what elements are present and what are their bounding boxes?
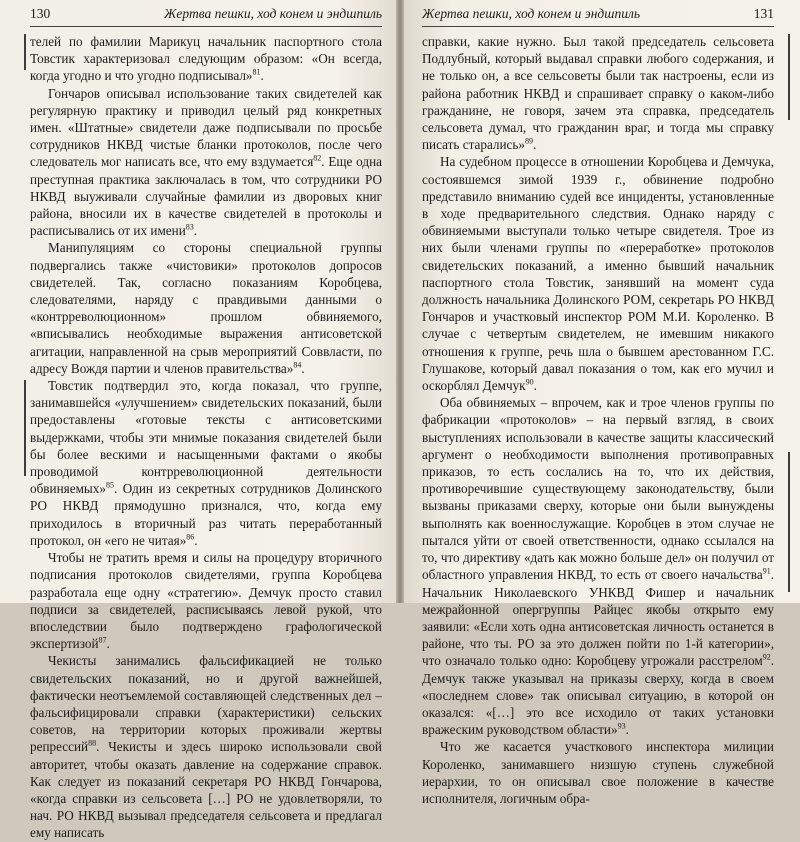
left-page-number: 130 — [30, 6, 51, 21]
book-gutter — [396, 0, 404, 603]
footnote-ref: 86 — [186, 532, 195, 542]
footnote-ref: 88 — [88, 738, 97, 748]
right-page-body — [422, 33, 774, 807]
footnote-ref: 82 — [313, 154, 322, 164]
footnote-ref: 90 — [525, 377, 534, 387]
footnote-ref: 89 — [525, 136, 534, 146]
footnote-ref: 85 — [105, 480, 114, 490]
footnote-ref: 84 — [293, 360, 302, 370]
left-running-header — [30, 6, 382, 27]
margin-mark — [24, 34, 26, 70]
right-running-header — [422, 6, 774, 27]
left-paragraph-1: телей по фамилии Марикуц начальник паспортного стола Товстик характеризовал следующим образом: «Он всегда, когда угодно и что угодно подписывал»$^{81}$. — [30, 34, 382, 84]
left-running-title: Жертва пешки, ход конем и эндшпиль — [164, 6, 382, 21]
right-paragraph-3: Оба обвиняемых – впрочем, как и трое членов группы по фабрикации «протоколов» – на первый взгляд, в своих выступлениях использовали в качестве защиты классический аргумент о необходимости выполнения противоправных приказов, то есть сослались на то, что их действия, противоречившие существующему законодательству, были вызваны приказами сверху, которые они были вынуждены выполнять как военнослужащие. Коробцев в этом случае не пытался уйти от своей ответственности, однако ссылался на то, что директиву «дать как можно больше дел» он получил от областного управления НКВД, то есть от своего начальства$^{91}$. Начальник Николаевского УНКВД Фишер и начальник межрайонной опергруппы Райцес якобы открыто ему заявили: «Если хоть одна антисоветская личность останется в районе, что ты. РО за это должен пойти по 1-й категории», что означало только одно: Коробцеву угрожали расстрелом$^{92}$. Демчук также указывал на приказы сверху, когда в своем «последнем слове» так описывал ситуацию, в которой он оказался: «[…] это все исходило от таких установки вражеским руководством области»$^{93}$. — [422, 395, 774, 738]
left-paragraph-4: Товстик подтвердил это, когда показал, что группе, занимавшейся «улучшением» свидетельских показаний, были предоставлены «готовые тексты с антисоветскими выдержками, чтобы эти мнимые показания свидетелей были бы более вескими и насыщенными фактами о якобы проводимой контрреволюционной деятельности обвиняемых»$^{85}$. Один из секретных сотрудников Долинского РО НКВД прямодушно признался, что, когда ему приходилось в вторичный раз читать переработанный протокол, он «его не читая»$^{86}$. — [30, 378, 382, 548]
right-page-number: 131 — [753, 6, 774, 21]
right-running-title: Жертва пешки, ход конем и эндшпиль — [422, 6, 640, 21]
footnote-ref: 93 — [617, 721, 626, 731]
footnote-ref: 92 — [762, 652, 771, 662]
left-paragraph-6: Чекисты занимались фальсификацией не только свидетельских показаний, но и другой важнейшей, фактически неотъемлемой составляющей следственных дел – фальсифицировали справки (характеристики) сельских советов, на территории которых проживали жертвы репрессий$^{88}$. Чекисты и здесь широко использовали свой авторитет, чтобы оказать давление на содержание справок. Как следует из показаний секретаря РО НКВД Гончарова, «когда справки из сельсовета […] РО не удовлетворяли, то нач. РО НКВД вызывал председателя сельсовета и предлагал ему написать — [30, 653, 382, 841]
right-paragraph-2: На судебном процессе в отношении Коробцева и Демчука, состоявшемся зимой 1939 г., обвинение подробно представило вниманию судей все инциденты, установленные в ходе предварительного следствия. Однако наряду с обвиняемыми выступали только четыре свидетеля. Трое из них были членами группы по «переработке» протоколов свидетельских показаний, а именно бывший начальник паспортного стола Товстик, занявший на момент суда должность начальника Долинского РОМ, секретарь РО НКВД Гончаров и участковый инспектор РОМ М.И. Короленко. В случае с четвертым свидетелем, не имевшим никакого отношения к группе, речь шла о бывшем арестованном Г.С. Глушакове, который давал показания о том, как его мучил и оскорблял Демчук$^{90}$. — [422, 154, 774, 394]
left-paragraph-5: Чтобы не тратить время и силы на процедуру вторичного подписания протоколов свидетелями, группа Коробцева разработала еще одну «стратегию». Демчук просто ставил подписи за свидетелей, расписываясь левой рукой, что впоследствии было подтверждено графологической экспертизой$^{87}$. — [30, 550, 382, 652]
left-page-body — [30, 33, 382, 842]
right-paragraph-4: Что же касается участкового инспектора милиции Короленко, занимавшего низшую ступень служебной иерархии, то он описывал свое положение в качестве исполнителя, логичным обра- — [422, 739, 774, 806]
left-paragraph-3: Манипуляциям со стороны специальной группы подвергались также «чистовики» протоколов допросов свидетелей. Так, согласно показаниям Коробцева, следователями, наряду с правдивыми данными о «контрреволюционном» прошлом обвиняемого, «вписывались необходимые выражения антисоветской агитации, направленной на срыв мероприятий Соввласти, по адресу Вождя партии и членов правительства»$^{84}$. — [30, 240, 382, 376]
left-page — [0, 0, 396, 841]
footnote-ref: 83 — [185, 222, 194, 232]
right-page — [404, 0, 800, 806]
footnote-ref: 87 — [98, 635, 107, 645]
margin-mark — [24, 380, 26, 476]
left-paragraph-2: Гончаров описывал использование таких свидетелей как регулярную практику и приводил целый ряд конкретных имен. «Штатные» свидетели даже подписывали по просьбе сотрудников НКВД чистые бланки протоколов, после чего следователь мог написать все, что ему вздумается$^{82}$. Еще одна преступная практика заключалась в том, что сотрудники РО НКВД выуживали случайные фамилии из дворовых книг района, вносили их в качестве свидетелей в протоколы и расписывались от их имени$^{83}$. — [30, 85, 383, 239]
margin-mark — [788, 34, 790, 120]
footnote-ref: 81 — [252, 68, 261, 78]
margin-mark — [788, 452, 790, 592]
right-paragraph-1: справки, какие нужно. Был такой председатель сельсовета Подлубный, который выдавал справки любого содержания, и не только он, а все сельсоветы были так настроены, если из района работник НКВД и спрашивает справку о каком-либо гражданине, не говоря, зачем эта справка, председатель сельсовета думал, что гражданин враг, и тогда мы справку писать старались»$^{89}$. — [422, 34, 774, 153]
footnote-ref: 91 — [762, 566, 771, 576]
